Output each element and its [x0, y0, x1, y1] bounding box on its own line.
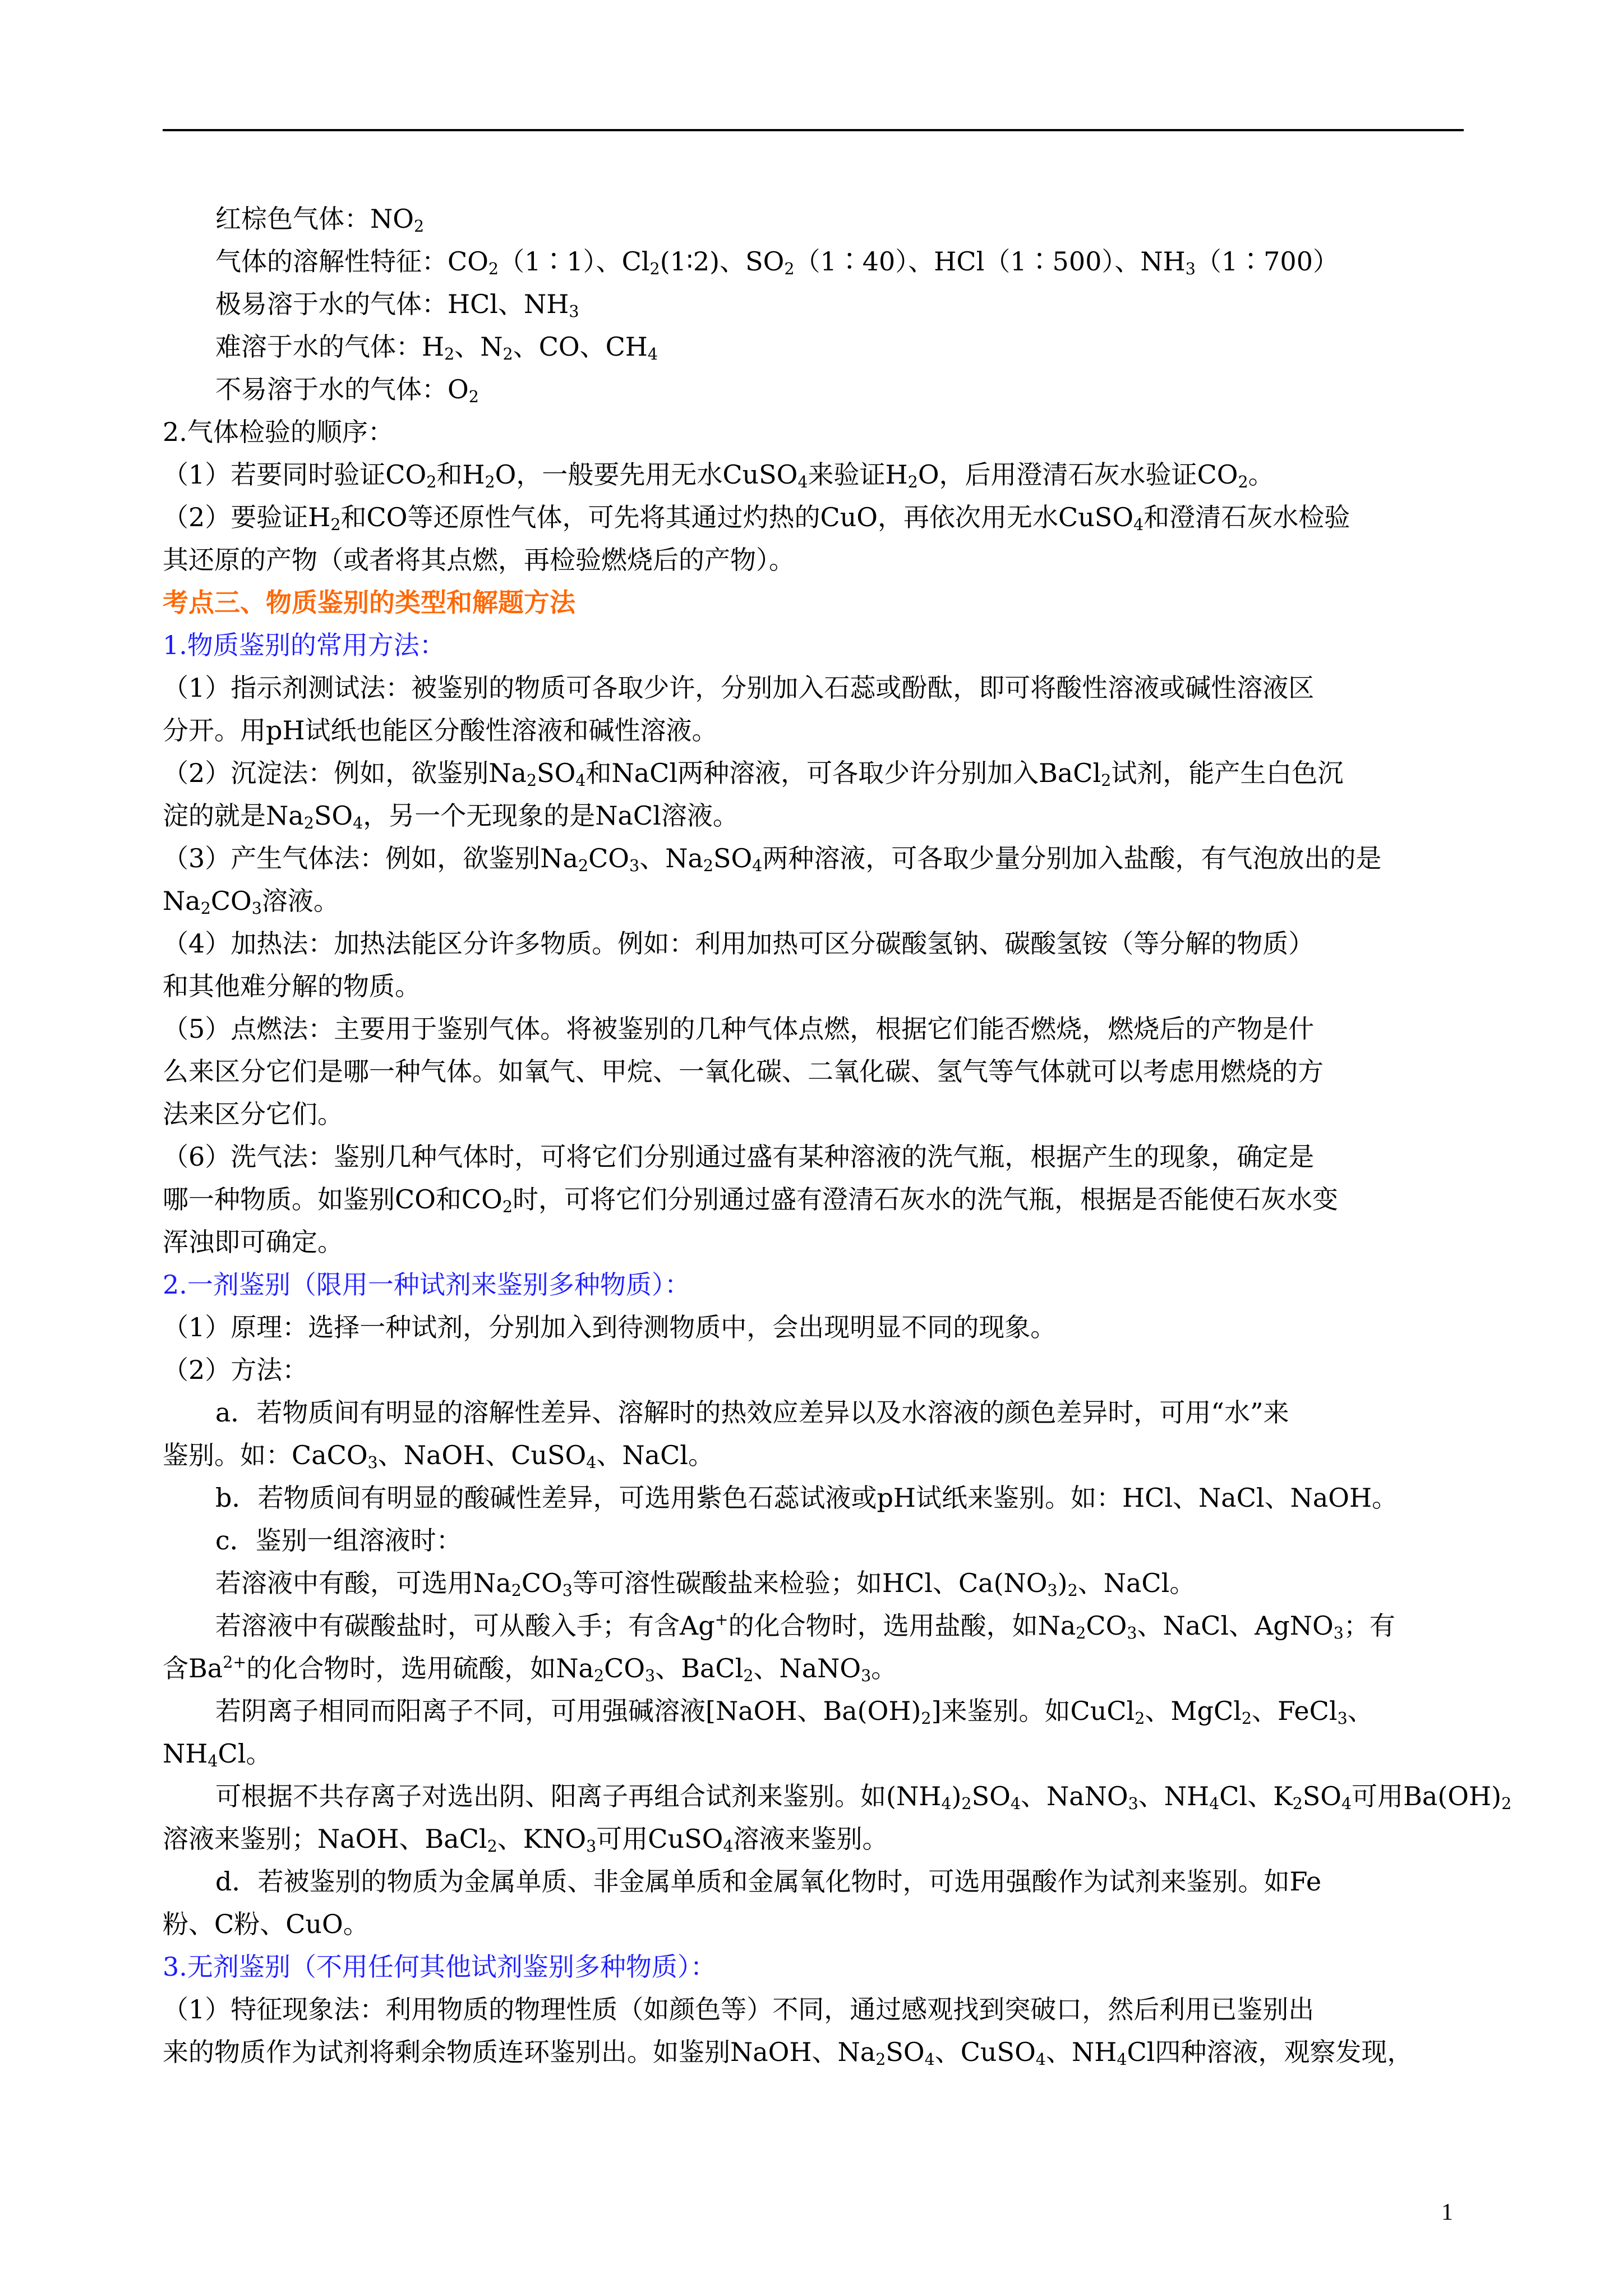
text-segment: 2.一剂鉴别（限用一种试剂来鉴别多种物质）： — [163, 1269, 690, 1300]
text-line — [163, 1647, 1464, 1690]
text-segment: (1∶2)、SO — [660, 246, 785, 277]
text-line — [163, 752, 1464, 794]
text-line — [163, 368, 1464, 411]
superscript: + — [714, 1610, 728, 1629]
subscript: 2 — [413, 217, 425, 236]
subscript: 3 — [569, 302, 579, 321]
text-segment: SO — [971, 1781, 1011, 1811]
text-line — [163, 325, 1464, 368]
text-line — [163, 1221, 1464, 1263]
subscript: 4 — [941, 1795, 952, 1814]
text-line — [163, 1434, 1464, 1476]
text-segment: O，一般要先用无水CuSO — [495, 459, 798, 490]
text-segment: 、Na — [639, 843, 703, 873]
text-segment: d．若被鉴别的物质为金属单质、非金属单质和金属氧化物时，可选用强酸作为试剂来鉴别。如Fe — [215, 1866, 1322, 1897]
text-segment: 、CO、CH — [513, 332, 648, 362]
text-segment: 气体的溶解性特征：CO — [215, 246, 488, 277]
text-segment: Cl。 — [218, 1738, 272, 1769]
text-segment: Na — [163, 886, 201, 916]
text-segment: 和其他难分解的物质。 — [163, 971, 421, 1001]
text-segment: （6）洗气法：鉴别几种气体时，可将它们分别通过盛有某种溶液的洗气瓶，根据产生的现象，确定是 — [163, 1142, 1315, 1172]
text-segment: SO — [886, 2037, 925, 2067]
page-number: 1 — [1441, 2200, 1453, 2225]
subscript: 4 — [208, 1752, 218, 1771]
text-segment: CO — [521, 1568, 562, 1598]
text-segment: 若溶液中有碳酸盐时，可从酸入手；有含Ag — [215, 1611, 715, 1641]
text-segment: 和澄清石灰水检验 — [1144, 502, 1350, 532]
text-line — [163, 411, 1464, 453]
subscript: 3 — [251, 899, 262, 918]
text-segment: ]来鉴别。如CuCl — [931, 1696, 1135, 1726]
text-segment: 、NaCl。 — [596, 1440, 714, 1470]
text-segment: 、NH — [1045, 2037, 1117, 2067]
text-line — [163, 1178, 1464, 1221]
text-segment: 、KNO — [497, 1824, 587, 1854]
text-segment: 红棕色气体：NO — [215, 204, 414, 234]
text-segment: 不易溶于水的气体：O — [215, 374, 469, 404]
text-segment: 和CO等还原性气体，可先将其通过灼热的CuO，再依次用无水CuSO — [340, 502, 1134, 532]
text-segment: 可用Ba(OH) — [1352, 1781, 1502, 1811]
subscript: 3 — [1337, 1709, 1348, 1728]
text-segment: 3.无剂鉴别（不用任何其他试剂鉴别多种物质）： — [163, 1952, 716, 1982]
subscript: 4 — [586, 1453, 597, 1473]
subscript: 2 — [578, 857, 589, 876]
subscript: 2 — [488, 260, 499, 279]
text-segment: 、CuSO — [934, 2037, 1036, 2067]
text-segment: ) — [951, 1781, 962, 1811]
text-line — [163, 283, 1464, 325]
text-segment: 极易溶于水的气体：HCl、NH — [215, 289, 569, 319]
subscript: 2 — [511, 1581, 522, 1600]
text-segment: ) — [1057, 1568, 1068, 1598]
text-segment: 和H — [436, 459, 485, 490]
subscript: 2 — [1238, 473, 1248, 492]
text-segment: （1）原理：选择一种试剂，分别加入到待测物质中，会出现明显不同的现象。 — [163, 1312, 1057, 1342]
text-line — [163, 794, 1464, 837]
text-segment: SO — [1302, 1781, 1341, 1811]
text-line — [163, 496, 1464, 539]
text-line — [163, 1860, 1464, 1903]
text-line — [163, 2031, 1464, 2073]
text-line — [163, 1818, 1464, 1860]
subscript: 2 — [1076, 1624, 1086, 1643]
text-segment: b．若物质间有明显的酸碱性差异，可选用紫色石蕊试液或pH试纸来鉴别。如：HCl、NaCl、NaOH。 — [215, 1483, 1398, 1513]
document-body — [163, 197, 1512, 2073]
text-line — [163, 453, 1464, 496]
text-segment: O，后用澄清石灰水验证CO — [917, 459, 1238, 490]
subscript: 2 — [485, 473, 495, 492]
subscript: 2 — [875, 2050, 886, 2069]
subscript: 4 — [1133, 516, 1144, 535]
text-line — [163, 1306, 1464, 1349]
subscript: 2 — [526, 771, 537, 790]
text-line — [163, 1690, 1464, 1732]
text-segment: 、NH — [1138, 1781, 1210, 1811]
text-segment: 难溶于水的气体：H — [215, 332, 445, 362]
text-segment: （1）指示剂测试法：被鉴别的物质可各取少许，分别加入石蕊或酚酞，即可将酸性溶液或碱性溶液区 — [163, 673, 1315, 703]
text-segment: CO — [588, 843, 630, 873]
text-segment: （2）方法： — [163, 1355, 308, 1385]
text-segment: 溶液来鉴别。 — [733, 1824, 888, 1854]
text-segment: 两种溶液，可各取少量分别加入盐酸，有气泡放出的是 — [762, 843, 1382, 873]
text-segment: 、FeCl — [1252, 1696, 1338, 1726]
text-segment: 、N — [454, 332, 503, 362]
text-line — [163, 1945, 1464, 1988]
text-segment: 溶液来鉴别；NaOH、BaCl — [163, 1824, 487, 1854]
text-line — [163, 1093, 1464, 1135]
text-segment: 2.气体检验的顺序： — [163, 417, 394, 447]
text-segment: 含Ba — [163, 1653, 223, 1683]
subscript: 3 — [1185, 260, 1196, 279]
header-rule — [163, 129, 1464, 131]
text-segment: （1）若要同时验证CO — [163, 459, 427, 490]
subscript: 2 — [784, 260, 795, 279]
text-line — [163, 1604, 1464, 1647]
subscript: 2 — [1292, 1795, 1303, 1814]
subscript: 2 — [1501, 1795, 1512, 1814]
text-segment: Cl、K — [1219, 1781, 1293, 1811]
subscript: 4 — [647, 345, 658, 364]
text-segment: （5）点燃法：主要用于鉴别气体。将被鉴别的几种气体点燃，根据它们能否燃烧，燃烧后的产物是什 — [163, 1014, 1315, 1044]
text-segment: SO — [537, 758, 576, 788]
text-line — [163, 1007, 1464, 1050]
subscript: 2 — [330, 516, 341, 535]
text-segment: 浑浊即可确定。 — [163, 1227, 343, 1257]
subscript: 4 — [797, 473, 808, 492]
text-segment: （2）沉淀法：例如，欲鉴别Na — [163, 758, 527, 788]
text-line — [163, 880, 1464, 922]
subscript: 2 — [1135, 1709, 1145, 1728]
text-line — [163, 581, 1464, 624]
text-line — [163, 539, 1464, 581]
text-segment: 、NaCl、AgNO — [1137, 1611, 1334, 1641]
subscript: 4 — [1117, 2050, 1127, 2069]
text-line — [163, 837, 1464, 880]
text-segment: 其还原的产物（或者将其点燃，再检验燃烧后的产物）。 — [163, 545, 795, 575]
subscript: 4 — [723, 1837, 734, 1856]
text-segment: （1∶1）、Cl — [499, 246, 650, 277]
text-segment: 和NaCl两种溶液，可各取少许分别加入BaCl — [585, 758, 1101, 788]
text-segment: 1.物质鉴别的常用方法： — [163, 630, 445, 660]
text-line — [163, 666, 1464, 709]
subscript: 2 — [303, 814, 314, 833]
subscript: 4 — [353, 814, 363, 833]
subscript: 2 — [502, 1198, 513, 1217]
text-segment: （1∶700） — [1195, 246, 1339, 277]
text-segment: 、NaNO — [753, 1653, 861, 1683]
text-segment: 粉、C粉、CuO。 — [163, 1909, 369, 1939]
subscript: 2 — [200, 899, 211, 918]
superscript: 2+ — [223, 1653, 247, 1672]
text-segment: 分开。用pH试纸也能区分酸性溶液和碱性溶液。 — [163, 715, 718, 746]
subscript: 4 — [1341, 1795, 1352, 1814]
text-line — [163, 1732, 1464, 1775]
subscript: 3 — [629, 857, 640, 876]
subscript: 2 — [907, 473, 918, 492]
text-segment: 鉴别。如：CaCO — [163, 1440, 368, 1470]
subscript: 2 — [502, 345, 513, 364]
text-line — [163, 1562, 1464, 1604]
text-line — [163, 1263, 1464, 1306]
text-segment: 若溶液中有酸，可选用Na — [215, 1568, 511, 1598]
text-segment: SO — [313, 800, 353, 831]
text-segment: 淀的就是Na — [163, 800, 304, 831]
text-segment: 哪一种物质。如鉴别CO和CO — [163, 1184, 502, 1214]
subscript: 2 — [593, 1667, 605, 1686]
text-segment: 。 — [871, 1653, 897, 1683]
subscript: 3 — [1047, 1581, 1058, 1600]
text-segment: 么来区分它们是哪一种气体。如氧气、甲烷、一氧化碳、二氧化碳、氢气等气体就可以考虑用燃烧的方 — [163, 1056, 1324, 1087]
text-segment: 、NaCl。 — [1077, 1568, 1196, 1598]
text-segment: 时，可将它们分别通过盛有澄清石灰水的洗气瓶，根据是否能使石灰水变 — [512, 1184, 1338, 1214]
subscript: 4 — [1209, 1795, 1220, 1814]
text-segment: （2）要验证H — [163, 502, 331, 532]
subscript: 2 — [961, 1795, 972, 1814]
text-segment: 、MgCl — [1145, 1696, 1242, 1726]
text-segment: 可用CuSO — [596, 1824, 723, 1854]
subscript: 3 — [562, 1581, 573, 1600]
subscript: 3 — [1128, 1795, 1138, 1814]
subscript: 2 — [1067, 1581, 1078, 1600]
subscript: 2 — [1101, 771, 1112, 790]
subscript: 4 — [1010, 1795, 1021, 1814]
text-segment: SO — [713, 843, 753, 873]
subscript: 4 — [924, 2050, 935, 2069]
text-line — [163, 1903, 1464, 1945]
text-segment: ，另一个无现象的是NaCl溶液。 — [363, 800, 739, 831]
subscript: 2 — [743, 1667, 754, 1686]
text-segment: a．若物质间有明显的溶解性差异、溶解时的热效应差异以及水溶液的颜色差异时，可用“水”来 — [215, 1397, 1289, 1428]
subscript: 3 — [1333, 1624, 1344, 1643]
text-segment: Cl四种溶液，观察发现， — [1127, 2037, 1413, 2067]
text-segment: 考点三、物质鉴别的类型和解题方法 — [163, 587, 575, 618]
text-segment: （1）特征现象法：利用物质的物理性质（如颜色等）不同，通过感观找到突破口，然后利用已鉴别出 — [163, 1994, 1315, 2024]
text-line — [163, 1050, 1464, 1093]
subscript: 3 — [367, 1453, 378, 1473]
text-segment: 、NaNO — [1020, 1781, 1128, 1811]
text-segment: 来验证H — [808, 459, 908, 490]
subscript: 3 — [861, 1667, 872, 1686]
text-line — [163, 1391, 1464, 1434]
text-line — [163, 1775, 1512, 1818]
subscript: 2 — [1241, 1709, 1252, 1728]
text-segment: 的化合物时，选用硫酸，如Na — [246, 1653, 594, 1683]
text-segment: 的化合物时，选用盐酸，如Na — [728, 1611, 1076, 1641]
text-segment: 法来区分它们。 — [163, 1099, 343, 1129]
text-segment: 等可溶性碳酸盐来检验；如HCl、Ca(NO — [572, 1568, 1048, 1598]
text-line — [163, 965, 1464, 1007]
text-segment: （3）产生气体法：例如，欲鉴别Na — [163, 843, 578, 873]
text-segment: 可根据不共存离子对选出阴、阳离子再组合试剂来鉴别。如(NH — [215, 1781, 942, 1811]
text-segment: （1∶40）、HCl（1∶500）、NH — [794, 246, 1186, 277]
text-line — [163, 1476, 1464, 1519]
subscript: 3 — [645, 1667, 656, 1686]
subscript: 2 — [703, 857, 714, 876]
text-line — [163, 1988, 1464, 2031]
text-segment: c．鉴别一组溶液时： — [215, 1525, 462, 1556]
text-line — [163, 624, 1464, 666]
text-line — [163, 1135, 1464, 1178]
subscript: 4 — [752, 857, 763, 876]
text-segment: 、BaCl — [655, 1653, 744, 1683]
subscript: 4 — [575, 771, 586, 790]
subscript: 4 — [1035, 2050, 1046, 2069]
text-segment: （4）加热法：加热法能区分许多物质。例如：利用加热可区分碳酸氢钠、碳酸氢铵（等分解的物质） — [163, 928, 1315, 959]
text-segment: ；有 — [1343, 1611, 1395, 1641]
text-line — [163, 1519, 1464, 1562]
text-segment: CO — [210, 886, 252, 916]
subscript: 2 — [649, 260, 660, 279]
subscript: 2 — [487, 1837, 497, 1856]
text-segment: 溶液。 — [261, 886, 339, 916]
text-segment: 来的物质作为试剂将剩余物质连环鉴别出。如鉴别NaOH、Na — [163, 2037, 876, 2067]
text-segment: 、 — [1347, 1696, 1373, 1726]
text-segment: 、NaOH、CuSO — [377, 1440, 587, 1470]
text-segment: CO — [604, 1653, 645, 1683]
text-line — [163, 1349, 1464, 1391]
subscript: 2 — [468, 388, 479, 407]
subscript: 2 — [444, 345, 455, 364]
text-segment: 试剂，能产生白色沉 — [1111, 758, 1344, 788]
subscript: 2 — [426, 473, 437, 492]
text-line — [163, 709, 1464, 752]
text-segment: 。 — [1248, 459, 1274, 490]
text-line — [163, 240, 1464, 283]
text-segment: CO — [1086, 1611, 1127, 1641]
text-line — [163, 197, 1464, 240]
text-line — [163, 922, 1464, 965]
text-segment: 若阴离子相同而阳离子不同，可用强碱溶液[NaOH、Ba(OH) — [215, 1696, 921, 1726]
subscript: 2 — [921, 1709, 932, 1728]
subscript: 3 — [586, 1837, 597, 1856]
subscript: 3 — [1127, 1624, 1137, 1643]
text-segment: NH — [163, 1738, 208, 1769]
